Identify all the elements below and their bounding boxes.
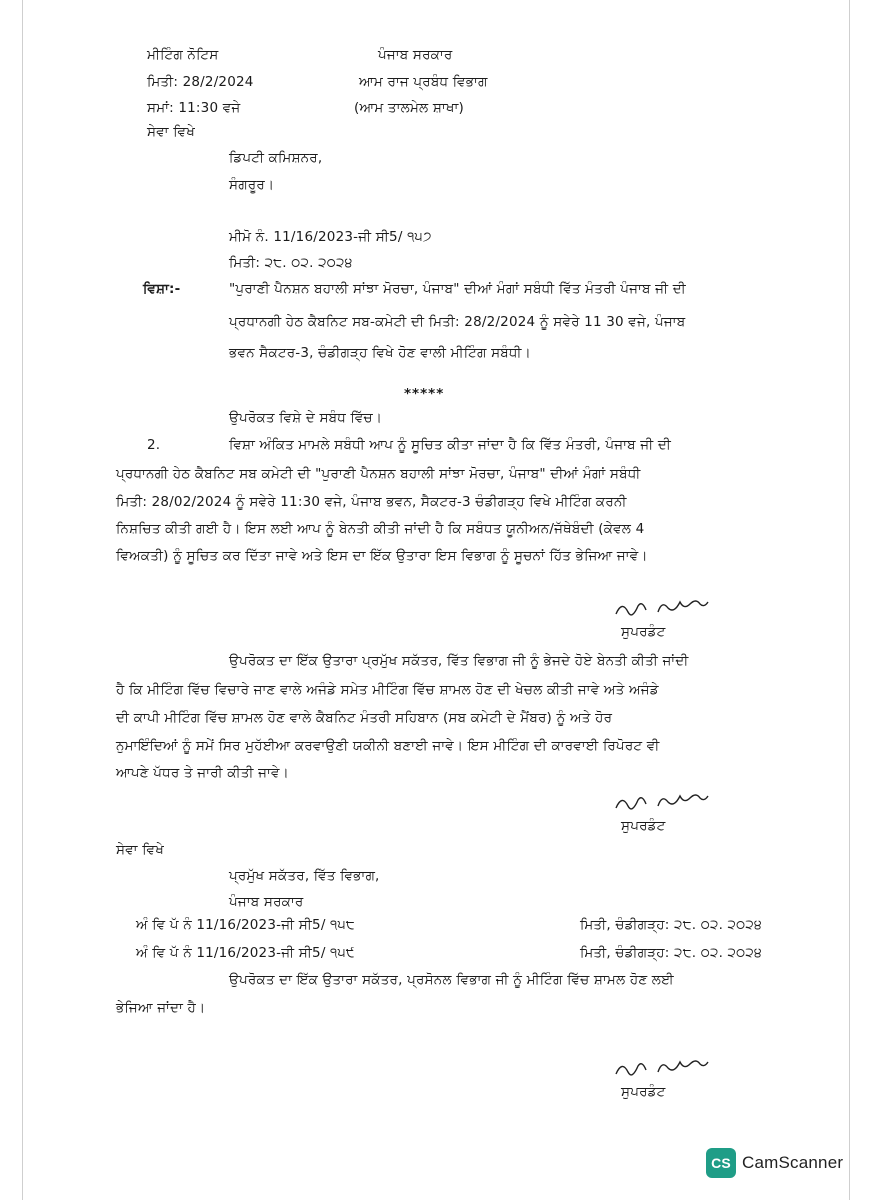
para2-line-1: ਵਿਸ਼ਾ ਅੰਕਿਤ ਮਾਮਲੇ ਸਬੰਧੀ ਆਪ ਨੂੰ ਸੂਚਿਤ ਕੀਤਾ ਜਾਂਦਾ ਹੈ ਕਿ ਵਿੱਤ ਮੰਤਰੀ, ਪੰਜਾਬ ਜੀ ਦੀ xyxy=(229,437,672,453)
memo-date: ਮਿਤੀ: ੨੮. ੦੨. ੨੦੨੪ xyxy=(229,255,353,271)
signature-title-3: ਸੁਪਰਡੰਟ xyxy=(621,1084,666,1100)
para2-line-3: ਮਿਤੀ: 28/02/2024 ਨੂੰ ਸਵੇਰੇ 11:30 ਵਜੇ, ਪੰਜਾਬ ਭਵਨ, ਸੈਕਟਰ-3 ਚੰਡੀਗੜ੍ਹ ਵਿਖੇ ਮੀਟਿੰਗ ਕਰਨੀ xyxy=(116,494,627,510)
copy1-line-2: ਹੈ ਕਿ ਮੀਟਿੰਗ ਵਿੱਚ ਵਿਚਾਰੇ ਜਾਣ ਵਾਲੇ ਅਜੰਡੇ ਸਮੇਤ ਮੀਟਿੰਗ ਵਿੱਚ ਸ਼ਾਮਲ ਹੋਣ ਦੀ ਖੇਚਲ ਕੀਤੀ ਜਾਵੇ ਅਤੇ ਅਜੰਡੇ xyxy=(116,682,659,698)
signature-title-2: ਸੁਪਰਡੰਟ xyxy=(621,818,666,834)
endorsement-number-1: ਅੰ ਵਿ ਪੱ ਨੰ 11/16/2023-ਜੀ ਸੀ5/ ੧੫੮ xyxy=(136,917,355,933)
endorsement-date-1: ਮਿਤੀ, ਚੰਡੀਗੜ੍ਹ: ੨੮. ੦੨. ੨੦੨੪ xyxy=(580,917,762,933)
endorsement-date-2: ਮਿਤੀ, ਚੰਡੀਗੜ੍ਹ: ੨੮. ੦੨. ੨੦੨੪ xyxy=(580,945,762,961)
notice-label: ਮੀਟਿੰਗ ਨੋਟਿਸ xyxy=(147,47,219,63)
copy2-line-2: ਭੇਜਿਆ ਜਾਂਦਾ ਹੈ। xyxy=(116,1000,206,1016)
addressee-title: ਡਿਪਟੀ ਕਮਿਸ਼ਨਰ, xyxy=(229,150,323,166)
addressee2-title: ਪ੍ਰਮੁੱਖ ਸਕੱਤਰ, ਵਿੱਤ ਵਿਭਾਗ, xyxy=(229,868,380,884)
subject-line-2: ਪ੍ਰਧਾਨਗੀ ਹੇਠ ਕੈਬਨਿਟ ਸਬ-ਕਮੇਟੀ ਦੀ ਮਿਤੀ: 28/2/2024 ਨੂੰ ਸਵੇਰੇ 11 30 ਵਜੇ, ਪੰਜਾਬ xyxy=(229,314,686,330)
copy2-line-1: ਉਪਰੋਕਤ ਦਾ ਇੱਕ ਉਤਾਰਾ ਸਕੱਤਰ, ਪ੍ਰਸੋਨਲ ਵਿਭਾਗ ਜੀ ਨੂੰ ਮੀਟਿੰਗ ਵਿੱਚ ਸ਼ਾਮਲ ਹੋਣ ਲਈ xyxy=(229,972,674,988)
signature-scribble-icon xyxy=(610,1056,720,1084)
subject-line-1: "ਪੁਰਾਣੀ ਪੈਨਸ਼ਨ ਬਹਾਲੀ ਸਾਂਝਾ ਮੋਰਚਾ, ਪੰਜਾਬ" ਦੀਆਂ ਮੰਗਾਂ ਸਬੰਧੀ ਵਿੱਤ ਮੰਤਰੀ ਪੰਜਾਬ ਜੀ ਦੀ xyxy=(229,281,686,297)
para2-line-5: ਵਿਅਕਤੀ) ਨੂੰ ਸੂਚਿਤ ਕਰ ਦਿੱਤਾ ਜਾਵੇ ਅਤੇ ਇਸ ਦਾ ਇੱਕ ਉਤਾਰਾ ਇਸ ਵਿਭਾਗ ਨੂੰ ਸੂਚਨਾਂ ਹਿੱਤ ਭੇਜਿਆ ਜਾਵੇ। xyxy=(116,548,648,564)
reference-line: ਉਪਰੋਕਤ ਵਿਸ਼ੇ ਦੇ ਸਬੰਧ ਵਿੱਚ। xyxy=(229,410,383,426)
signature-scribble-icon xyxy=(610,790,720,818)
para2-line-4: ਨਿਸ਼ਚਿਤ ਕੀਤੀ ਗਈ ਹੈ। ਇਸ ਲਈ ਆਪ ਨੂੰ ਬੇਨਤੀ ਕੀਤੀ ਜਾਂਦੀ ਹੈ ਕਿ ਸਬੰਧਤ ਯੂਨੀਅਨ/ਜੱਥੇਬੰਦੀ (ਕੇਵਲ 4 xyxy=(116,521,645,537)
memo-number: ਮੀਮੋ ਨੰ. 11/16/2023-ਜੀ ਸੀ5/ ੧੫੭ xyxy=(229,229,432,245)
seva-vikhe: ਸੇਵਾ ਵਿਖੇ xyxy=(147,124,195,140)
notice-date: ਮਿਤੀ: 28/2/2024 xyxy=(147,74,254,90)
signature-3 xyxy=(610,1056,720,1084)
subject-line-3: ਭਵਨ ਸੈਕਟਰ-3, ਚੰਡੀਗੜ੍ਹ ਵਿਖੇ ਹੋਣ ਵਾਲੀ ਮੀਟਿੰਗ ਸਬੰਧੀ। xyxy=(229,345,531,361)
subject-label: ਵਿਸ਼ਾ:- xyxy=(143,281,181,297)
addressee2-govt: ਪੰਜਾਬ ਸਰਕਾਰ xyxy=(229,894,304,910)
camscanner-watermark xyxy=(706,1148,843,1178)
signature-2 xyxy=(610,790,720,818)
signature-1 xyxy=(610,596,720,624)
camscanner-brand: CamScanner xyxy=(742,1153,844,1172)
signature-scribble-icon xyxy=(610,596,720,624)
seva-vikhe-2: ਸੇਵਾ ਵਿਖੇ xyxy=(116,842,164,858)
camscanner-logo-icon: CS xyxy=(706,1148,736,1178)
para2-number: 2. xyxy=(147,437,161,453)
govt-name: ਪੰਜਾਬ ਸਰਕਾਰ xyxy=(378,47,453,63)
addressee-place: ਸੰਗਰੂਰ। xyxy=(229,177,275,193)
para2-line-2: ਪ੍ਰਧਾਨਗੀ ਹੇਠ ਕੈਬਨਿਟ ਸਬ ਕਮੇਟੀ ਦੀ "ਪੁਰਾਣੀ ਪੈਨਸ਼ਨ ਬਹਾਲੀ ਸਾਂਝਾ ਮੋਰਚਾ, ਪੰਜਾਬ" ਦੀਆਂ ਮੰਗਾਂ ਸਬੰਧੀ xyxy=(116,466,641,482)
dept-name: ਆਮ ਰਾਜ ਪ੍ਰਬੰਧ ਵਿਭਾਗ xyxy=(359,74,488,90)
copy1-line-5: ਆਪਣੇ ਪੱਧਰ ਤੇ ਜਾਰੀ ਕੀਤੀ ਜਾਵੇ। xyxy=(116,765,289,781)
copy1-line-4: ਨੁਮਾਇੰਦਿਆਂ ਨੂੰ ਸਮੇਂ ਸਿਰ ਮੁਹੱਈਆ ਕਰਵਾਉਣੀ ਯਕੀਨੀ ਬਣਾਈ ਜਾਵੇ। ਇਸ ਮੀਟਿੰਗ ਦੀ ਕਾਰਵਾਈ ਰਿਪੋਰਟ ਵੀ xyxy=(116,738,660,754)
notice-time: ਸਮਾਂ: 11:30 ਵਜੇ xyxy=(147,100,241,116)
branch-name: (ਆਮ ਤਾਲਮੇਲ ਸ਼ਾਖਾ) xyxy=(354,100,464,116)
signature-title-1: ਸੁਪਰਡੰਟ xyxy=(621,624,666,640)
copy1-line-1: ਉਪਰੋਕਤ ਦਾ ਇੱਕ ਉਤਾਰਾ ਪ੍ਰਮੁੱਖ ਸਕੱਤਰ, ਵਿੱਤ ਵਿਭਾਗ ਜੀ ਨੂੰ ਭੇਜਦੇ ਹੋਏ ਬੇਨਤੀ ਕੀਤੀ ਜਾਂਦੀ xyxy=(229,653,689,669)
endorsement-number-2: ਅੰ ਵਿ ਪੱ ਨੰ 11/16/2023-ਜੀ ਸੀ5/ ੧੫੯ xyxy=(136,945,355,961)
separator-stars: ***** xyxy=(404,386,445,402)
copy1-line-3: ਦੀ ਕਾਪੀ ਮੀਟਿੰਗ ਵਿੱਚ ਸ਼ਾਮਲ ਹੋਣ ਵਾਲੇ ਕੈਬਨਿਟ ਮੰਤਰੀ ਸਹਿਬਾਨ (ਸਬ ਕਮੇਟੀ ਦੇ ਮੈਂਬਰ) ਨੂੰ ਅਤੇ ਹੋਰ xyxy=(116,710,613,726)
